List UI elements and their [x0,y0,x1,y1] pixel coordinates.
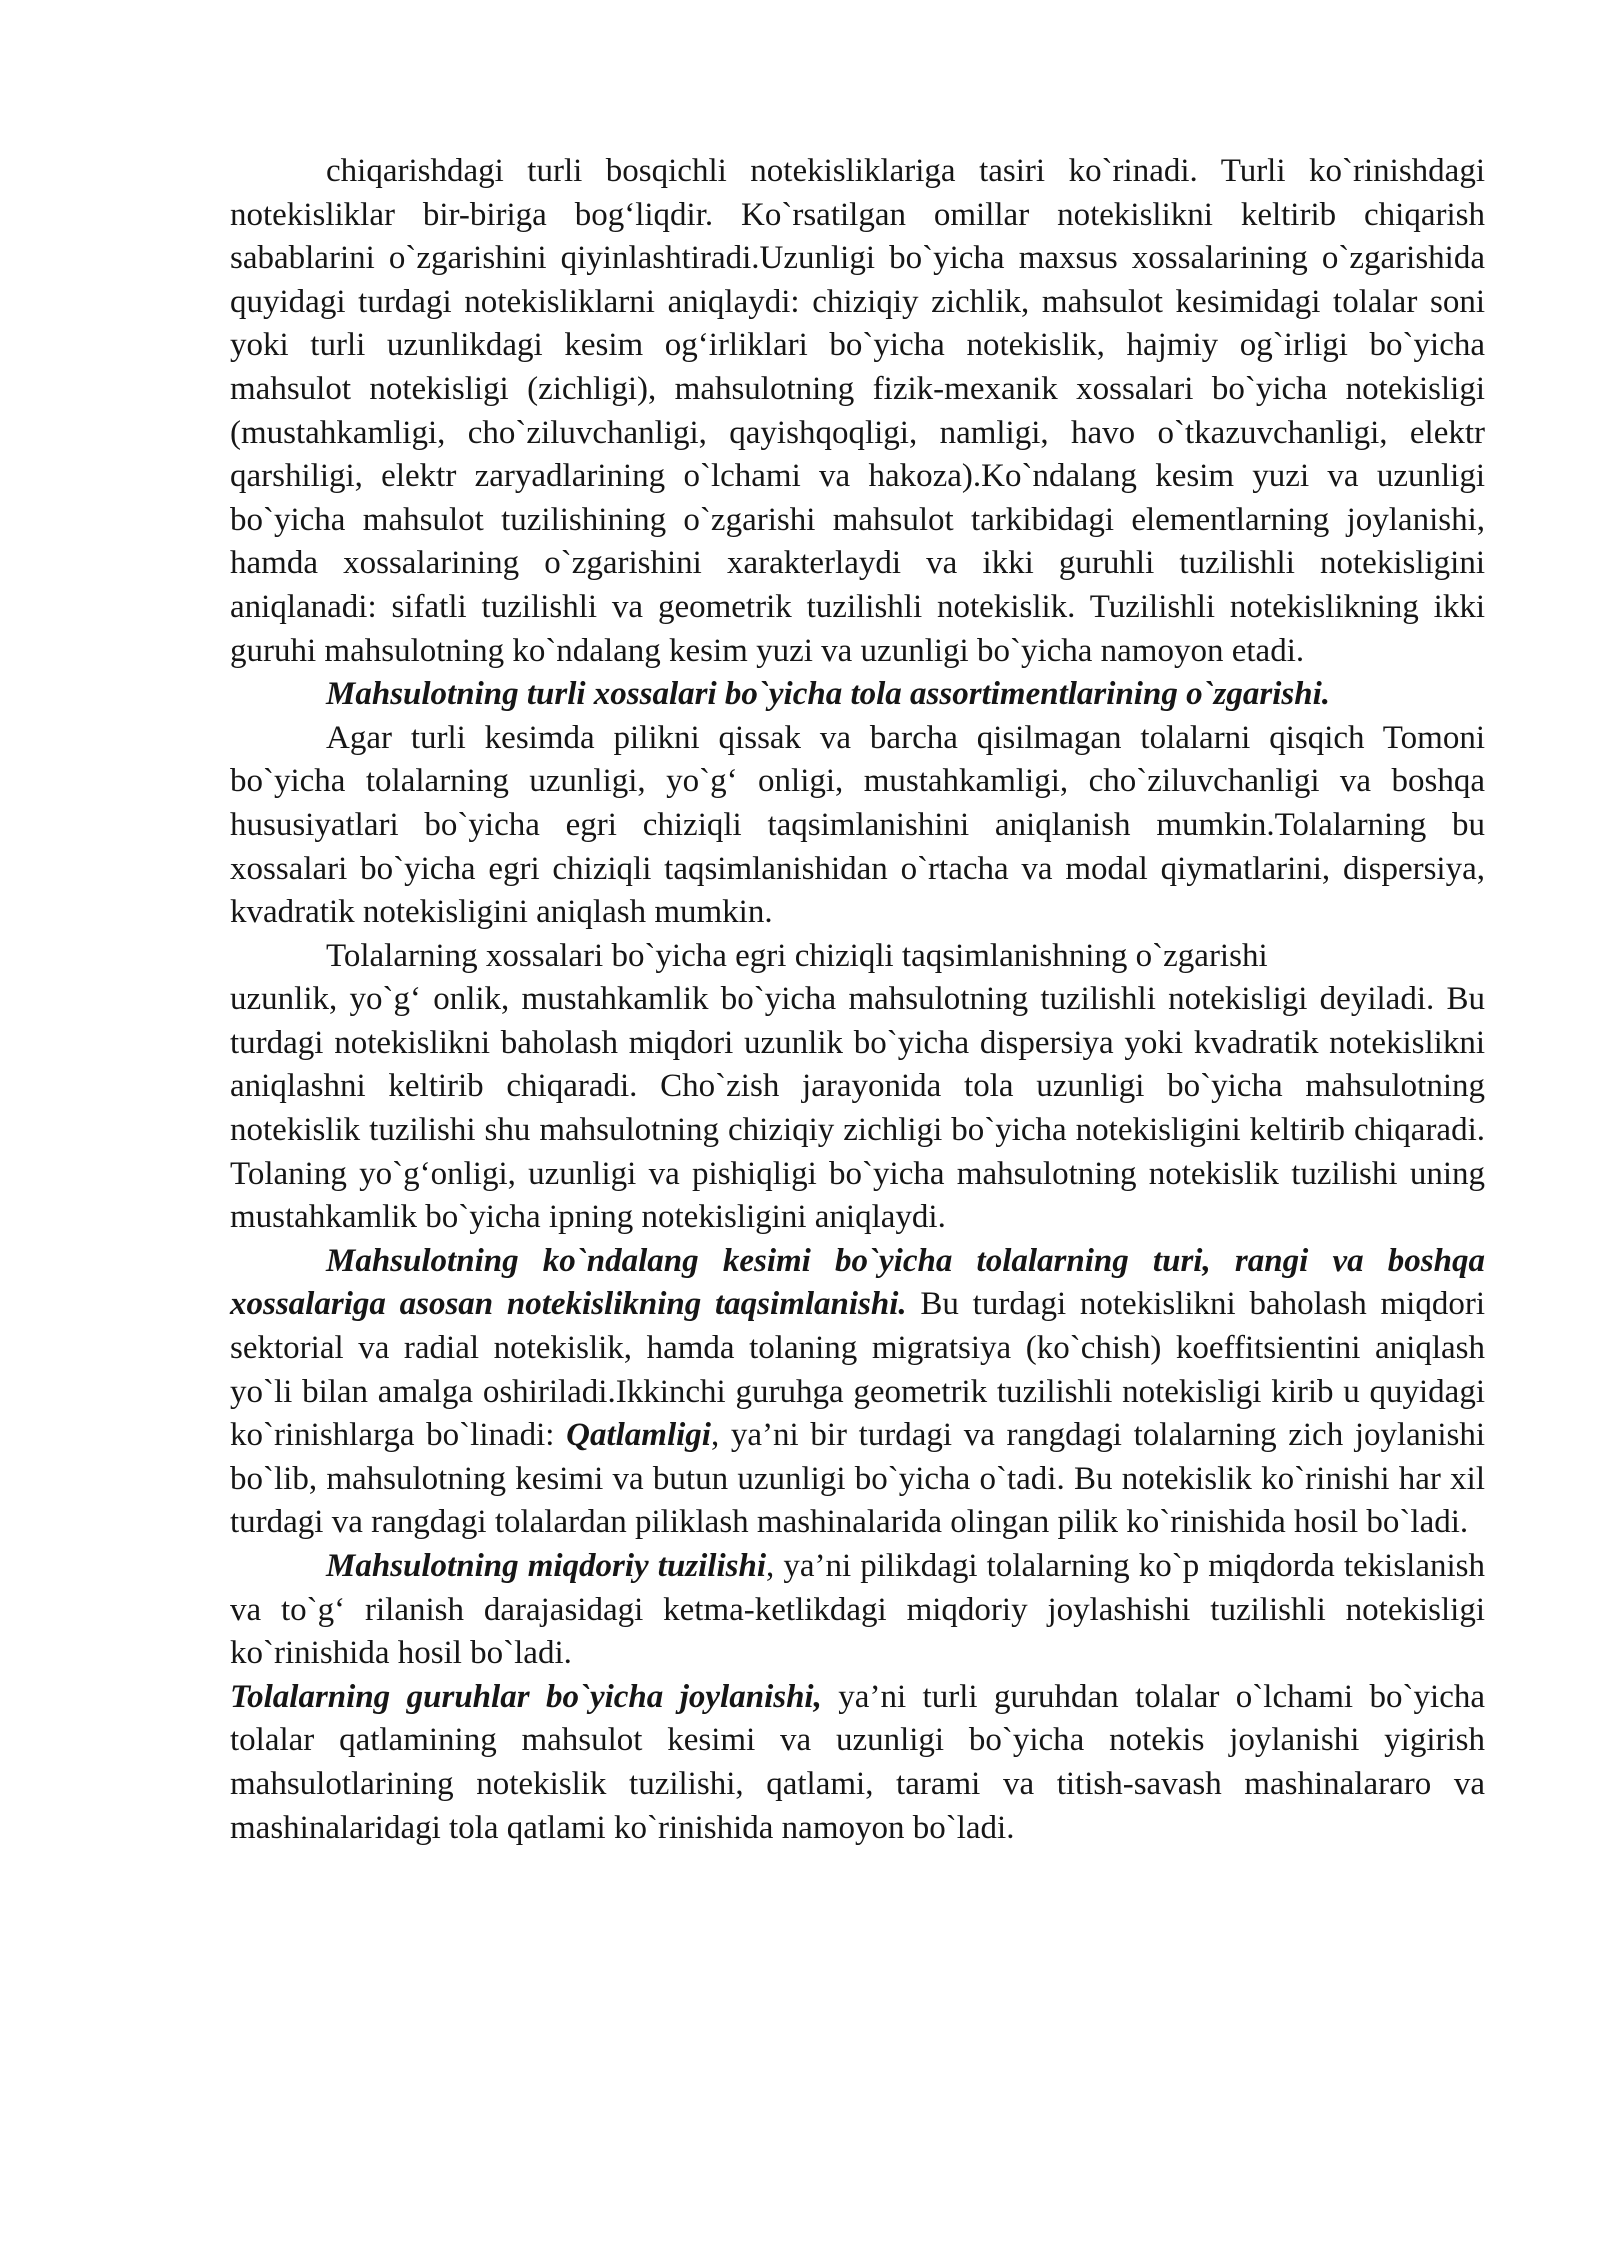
paragraph-4-bold-lead: Mahsulotning ko`ndalang kesimi bo`yicha tolalarning turi, rangi va boshqa xossalariga asosan notekislikning taqsimlanishi. [230,1242,1485,1323]
paragraph-4 [230,1240,1485,1545]
paragraph-4-text-2: , ya’ni bir turdagi va rangdagi tolalarning zich joylanishi bo`lib, mahsulotning kesimi va butun uzunligi bo`yicha o`tadi. Bu notekislik ko`rinishi har xil turdagi va rangdagi tolalardan piliklash mashinalarida olingan pilik ko`rinishida hosil bo`ladi. [230,1417,1485,1541]
paragraph-3 [230,935,1485,979]
paragraph-6-bold-lead: Tolalarning guruhlar bo`yicha joylanishi, [230,1678,822,1715]
paragraph-6-text: ya’ni turli guruhdan tolalar o`lchami bo`yicha tolalar qatlamining mahsulot kesimi va uzunligi bo`yicha notekis joylanishi yigirish mahsulotlarining notekislik tuzilishi, qatlami, tarami va titish-savash mashinalararo va mashinalaridagi tola qatlami ko`rinishida namoyon bo`ladi. [230,1678,1485,1846]
paragraph-4-term-qatlamligi: Qatlamligi [566,1417,711,1454]
paragraph-5-text: , ya’ni pilikdagi tolalarning ko`p miqdorda tekislanish va to`gʻ rilanish darajasidagi ketma-ketlikdagi miqdoriy joylashishi tuzilishli notekisligi ko`rinishida hosil bo`ladi. [230,1548,1485,1672]
paragraph-5 [230,1545,1485,1676]
paragraph-5-bold-lead: Mahsulotning miqdoriy tuzilishi [326,1548,767,1584]
document-page [230,150,1485,1850]
paragraph-6 [230,1676,1485,1850]
paragraph-3-continued: uzunlik, yo`gʻ onlik, mustahkamlik bo`yicha mahsulotning tuzilishli notekisligi deyiladi. Bu turdagi notekislikni baholash miqdori uzunlik bo`yicha dispersiya yoki kvadratik notekislikni aniqlashni keltirib chiqaradi. Cho`zish jarayonida tola uzunligi bo`yicha mahsulotning notekislik tuzilishi shu mahsulotning chiziqiy zichligi bo`yicha notekisligini keltirib chiqaradi. Tolaning yo`gʻonligi, uzunligi va pishiqligi bo`yicha mahsulotning notekislik tuzilishi uning mustahkamlik bo`yicha ipning notekisligini aniqlaydi. [230,981,1485,1236]
paragraph-2: Agar turli kesimda pilikni qissak va barcha qisilmagan tolalarni qisqich Tomoni bo`yicha tolalarning uzunligi, yo`gʻ onligi, mustahkamligi, cho`ziluvchanligi va boshqa hususiyatlari bo`yicha egri chiziqli taqsimlanishini aniqlanish mumkin.Tolalarning bu xossalari bo`yicha egri chiziqli taqsimlanishidan o`rtacha va modal qiymatlarini, dispersiya, kvadratik notekisligini aniqlash mumkin. [230,719,1485,931]
paragraph-3-first-line: Tolalarning xossalari bo`yicha egri chiziqli taqsimlanishning o`zgarishi [326,937,1268,974]
section-heading-assortment [230,673,1485,717]
heading-text: Mahsulotning turli xossalari bo`yicha tola assortimentlarining o`zgarishi. [326,676,1331,713]
paragraph-4-text: Bu turdagi notekislikni baholash miqdori sektorial va radial notekislik, hamda tolaning migratsiya (ko`chish) koeffitsientini aniqlash yo`li bilan amalga oshiriladi.Ikkinchi guruhga geometrik tuzilishli notekisligi kirib u quyidagi ko`rinishlarga bo`linadi: [230,1286,1485,1454]
paragraph-1: chiqarishdagi turli bosqichli notekisliklariga tasiri ko`rinadi. Turli ko`rinishdagi notekisliklar bir-biriga bogʻliqdir. Ko`rsatilgan omillar notekislikni keltirib chiqarish sabablarini o`zgarishini qiyinlashtiradi.Uzunligi bo`yicha maxsus xossalarining o`zgarishida quyidagi turdagi notekisliklarni aniqlaydi: chiziqiy zichlik, mahsulot kesimidagi tolalar soni yoki turli uzunlikdagi kesim ogʻirliklari bo`yicha notekislik, hajmiy og`irligi bo`yicha mahsulot notekisligi (zichligi), mahsulotning fizik-mexanik xossalari bo`yicha notekisligi (mustahkamligi, cho`ziluvchanligi, qayishqoqligi, namligi, havo o`tkazuvchanligi, elektr qarshiligi, elektr zaryadlarining o`lchami va hakoza).Ko`ndalang kesim yuzi va uzunligi bo`yicha mahsulot tuzilishining o`zgarishi mahsulot tarkibidagi elementlarning joylanishi, hamda xossalarining o`zgarishini xarakterlaydi va ikki guruhli tuzilishli notekisligini aniqlanadi: sifatli tuzilishli va geometrik tuzilishli notekislik. Tuzilishli notekislikning ikki guruhi mahsulotning ko`ndalang kesim yuzi va uzunligi bo`yicha namoyon etadi. [230,153,1485,669]
